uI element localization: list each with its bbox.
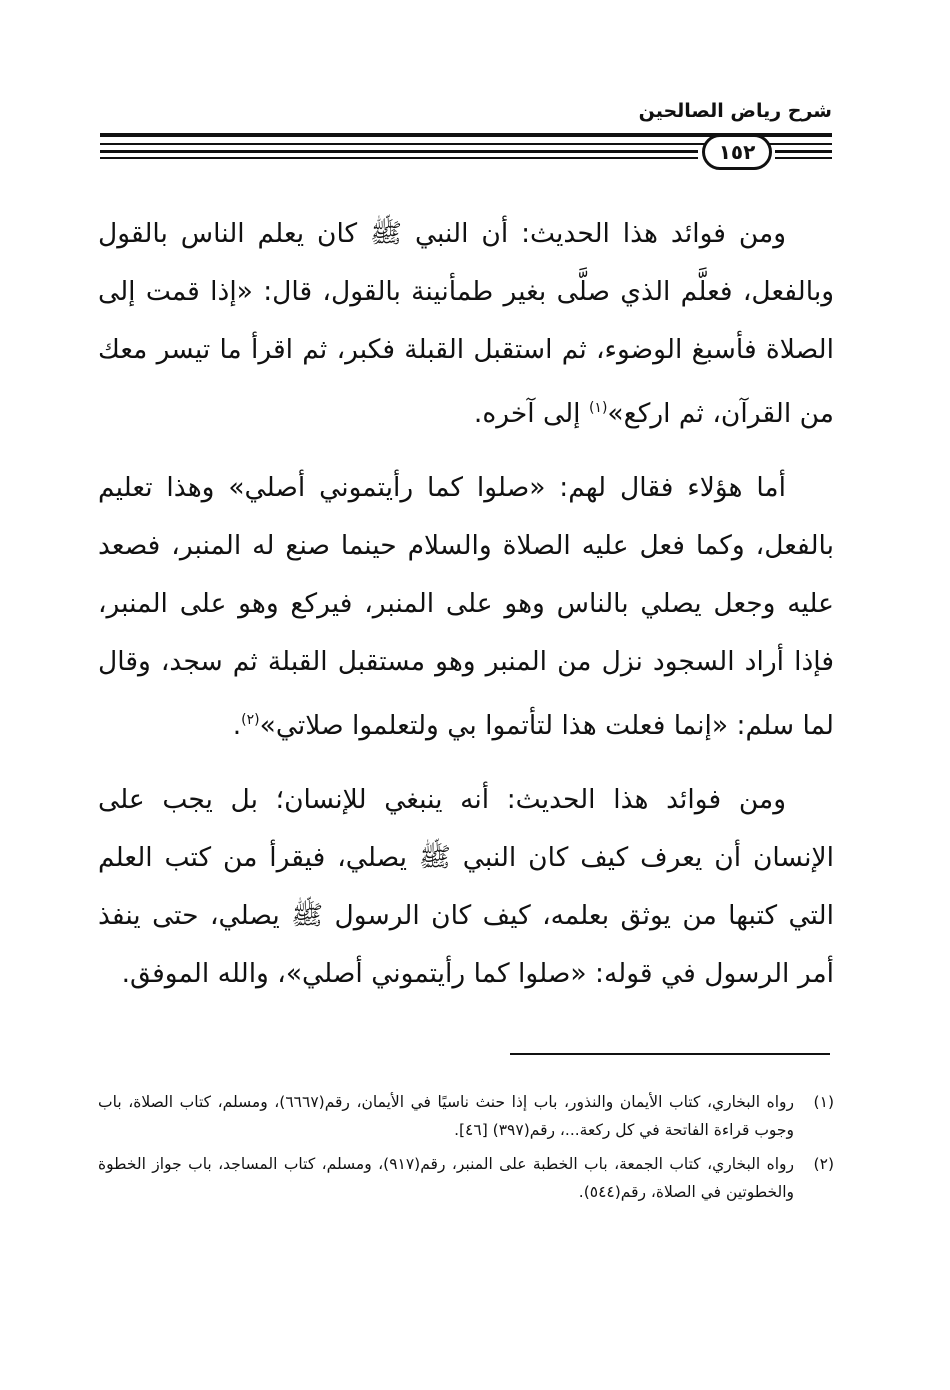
main-text <box>98 205 834 1019</box>
paragraph-tail: . <box>232 709 242 741</box>
footnotes <box>98 1088 834 1212</box>
paragraph <box>98 771 834 1003</box>
paragraph-text: ومن فوائد هذا الحديث: أنه ينبغي للإنسان؛ بل يجب على الإنسان أن يعرف كيف كان النبي ﷺ يصلي، فيقرأ من كتب العلم التي كتبها من يوثق بعلمه، كيف كان الرسول ﷺ يصلي، حتى ينفذ أمر الرسول في قوله: «صلوا كما رأيتموني أصلي»، والله الموفق. <box>98 783 834 989</box>
footnote <box>98 1150 834 1206</box>
footnote <box>98 1088 834 1144</box>
paragraph-text: ومن فوائد هذا الحديث: أن النبي ﷺ كان يعلم الناس بالقول وبالفعل، فعلَّم الذي صلَّى بغير طمأنينة بالقول، قال: «إذا قمت إلى الصلاة فأسبغ الوضوء، ثم استقبل القبلة فكبر، ثم اقرأ ما تيسر معك من القرآن، ثم اركع» <box>98 218 834 429</box>
footnote-text: رواه البخاري، كتاب الجمعة، باب الخطبة على المنبر، رقم(٩١٧)، ومسلم، كتاب المساجد، باب جواز الخطوة والخطوتين في الصلاة، رقم(٥٤٤). <box>98 1155 794 1201</box>
footnote-number: (١) <box>813 1093 834 1111</box>
footnote-separator <box>510 1053 830 1055</box>
footnote-ref: (٢) <box>241 711 260 728</box>
page-number: ١٥٢ <box>702 134 772 170</box>
paragraph-text: أما هؤلاء فقال لهم: «صلوا كما رأيتموني أصلي» وهذا تعليم بالفعل، وكما فعل عليه الصلاة والسلام حينما صنع له المنبر، فصعد عليه وجعل يصلي بالناس وهو على المنبر، فيركع وهو على المنبر، فإذا أراد السجود نزل من المنبر وهو مستقبل القبلة ثم سجد، وقال لما سلم: «إنما فعلت هذا لتأتموا بي ولتعلموا صلاتي» <box>98 471 834 741</box>
footnote-ref: (١) <box>588 400 608 416</box>
footnote-text: رواه البخاري، كتاب الأيمان والنذور، باب إذا حنث ناسيًا في الأيمان، رقم(٦٦٦٧)، ومسلم، كتاب الصلاة، باب وجوب قراءة الفاتحة في كل ركعة...، رقم(٣٩٧) [٤٦]. <box>98 1093 794 1139</box>
header-rule-right-thin <box>775 157 832 159</box>
footnote-number: (٢) <box>813 1155 834 1173</box>
running-header-title: شرح رياض الصالحين <box>638 100 832 122</box>
header-rule-left-thin <box>100 157 698 159</box>
header-rule-right <box>775 150 832 153</box>
paragraph-tail: إلى آخره. <box>473 397 589 429</box>
paragraph <box>98 459 834 755</box>
header-rule-left <box>100 150 698 153</box>
paragraph <box>98 205 834 443</box>
